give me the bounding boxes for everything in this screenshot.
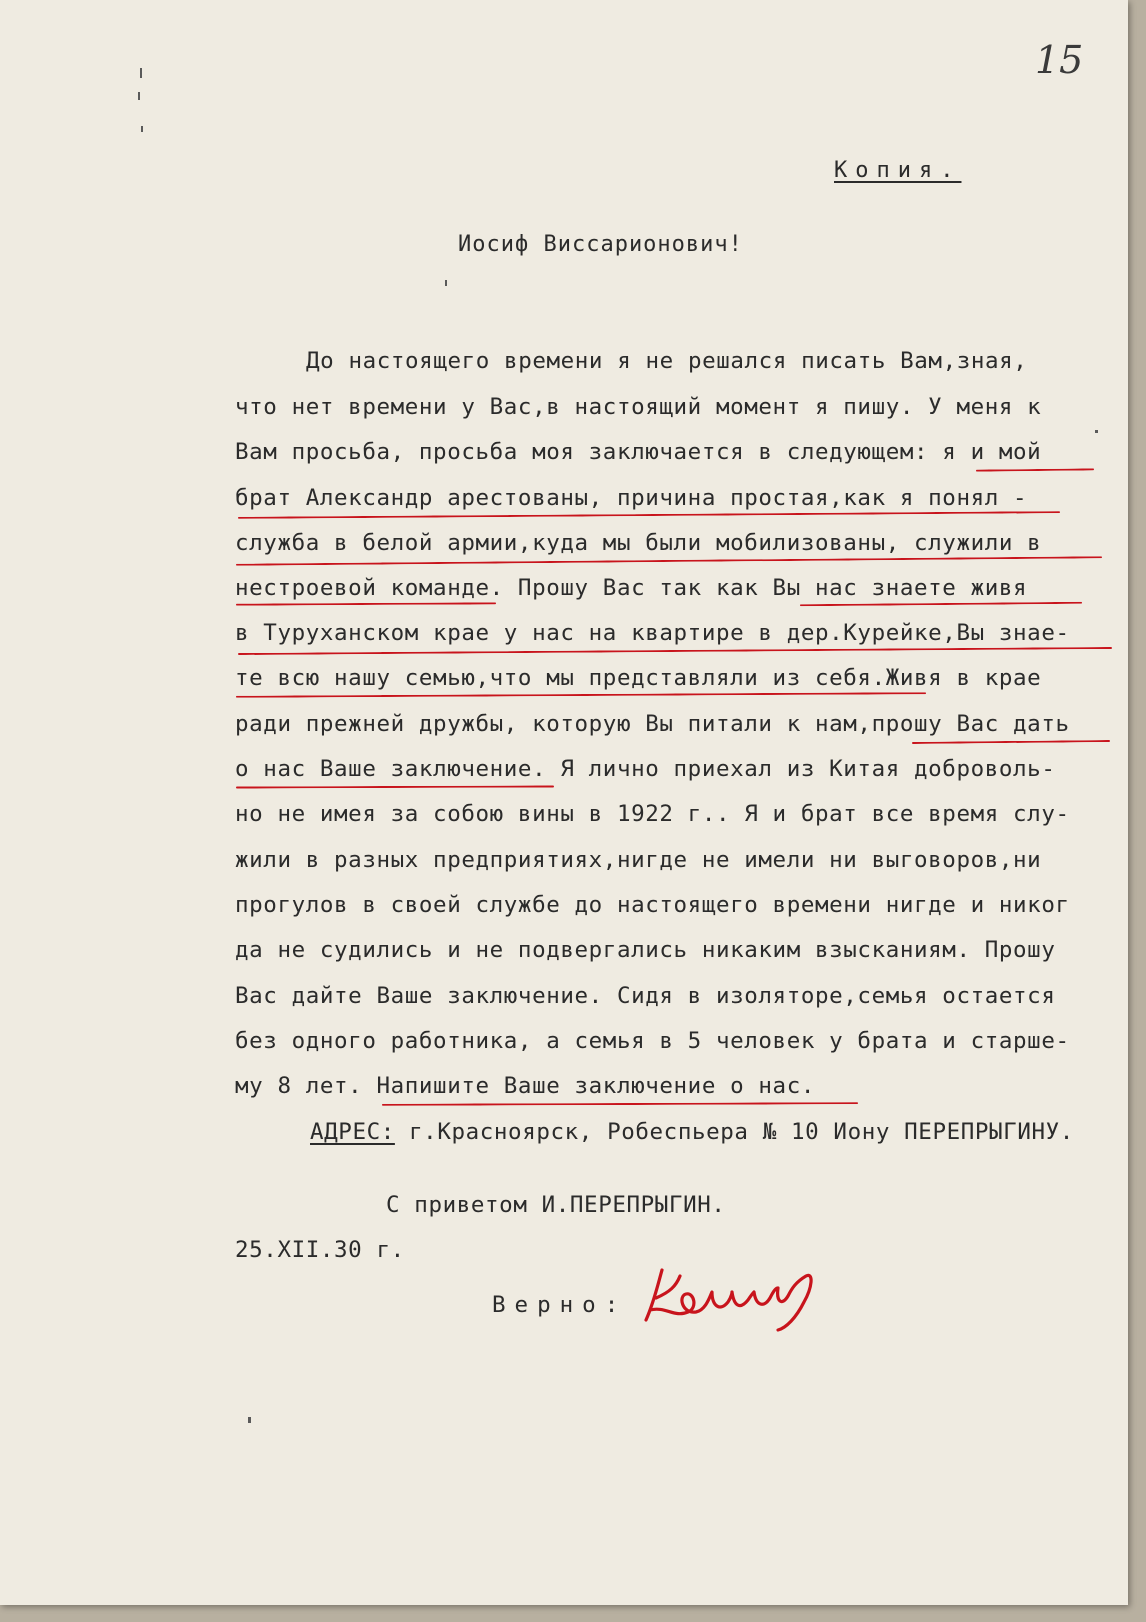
address-text: г.Красноярск, Робеспьера № 10 Иону ПЕРЕПРЫГИНУ. [394, 1119, 1074, 1145]
body-line: те всю нашу семью,что мы представляли из себя.Живя в крае [235, 665, 1042, 691]
body-line: До настоящего времени я не решался писать Вам,зная, [306, 348, 1028, 374]
salutation: Иосиф Виссарионович! [458, 232, 743, 257]
red-underline [236, 785, 554, 788]
body-line: Вам просьба, просьба моя заключается в следующем: я и мой [235, 439, 1042, 465]
body-line: прогулов в своей службе до настоящего времени нигде и никог [235, 892, 1070, 918]
scan-speck [248, 1417, 251, 1423]
red-underline [238, 647, 1112, 655]
letter-date: 25.XII.30 г. [235, 1237, 405, 1263]
page-number: 15 [1035, 38, 1084, 82]
scan-speck [1095, 430, 1098, 433]
address-line [310, 1121, 1074, 1144]
red-underline [382, 1102, 858, 1106]
red-underline [236, 692, 926, 698]
body-line: Вас дайте Ваше заключение. Сидя в изоляторе,семья остается [235, 983, 1056, 1009]
scan-speck [141, 126, 143, 132]
body-line: но не имея за собою вины в 1922 г.. Я и брат все время слу- [235, 801, 1070, 827]
address-label: АДРЕС: [310, 1119, 395, 1145]
red-underline [800, 602, 1082, 606]
red-underline [976, 468, 1094, 471]
scan-speck [445, 280, 447, 286]
body-line: в Туруханском крае у нас на квартире в дер.Курейке,Вы знае- [235, 620, 1070, 646]
signature-icon [636, 1262, 836, 1332]
copy-label: Копия. [834, 158, 962, 183]
red-underline [236, 602, 496, 605]
scan-speck [140, 68, 142, 78]
red-underline [238, 511, 1060, 519]
body-line: да не судились и не подвергались никаким взысканиям. Прошу [235, 937, 1056, 963]
body-line: служба в белой армии,куда мы были мобилизованы, служили в [235, 530, 1042, 556]
body-line: брат Александр арестованы, причина простая,как я понял - [235, 485, 1028, 511]
scan-speck [138, 92, 140, 100]
body-line: о нас Ваше заключение. Я лично приехал из Китая доброволь- [235, 756, 1056, 782]
body-line: без одного работника, а семья в 5 человек у брата и старше- [235, 1028, 1070, 1054]
red-underline [912, 740, 1110, 744]
body-line: му 8 лет. Напишите Ваше заключение о нас. [235, 1073, 815, 1099]
body-line: что нет времени у Вас,в настоящий момент я пишу. У меня к [235, 394, 1042, 420]
body-line: нестроевой команде. Прошу Вас так как Вы нас знаете живя [235, 575, 1028, 601]
red-underline [236, 556, 1102, 566]
signoff: С приветом И.ПЕРЕПРЫГИН. [386, 1192, 726, 1218]
body-line: ради прежней дружбы, которую Вы питали к нам,прошу Вас дать [235, 711, 1070, 737]
body-line: жили в разных предприятиях,нигде не имели ни выговоров,ни [235, 847, 1042, 873]
verified-label: Верно: [492, 1292, 628, 1318]
